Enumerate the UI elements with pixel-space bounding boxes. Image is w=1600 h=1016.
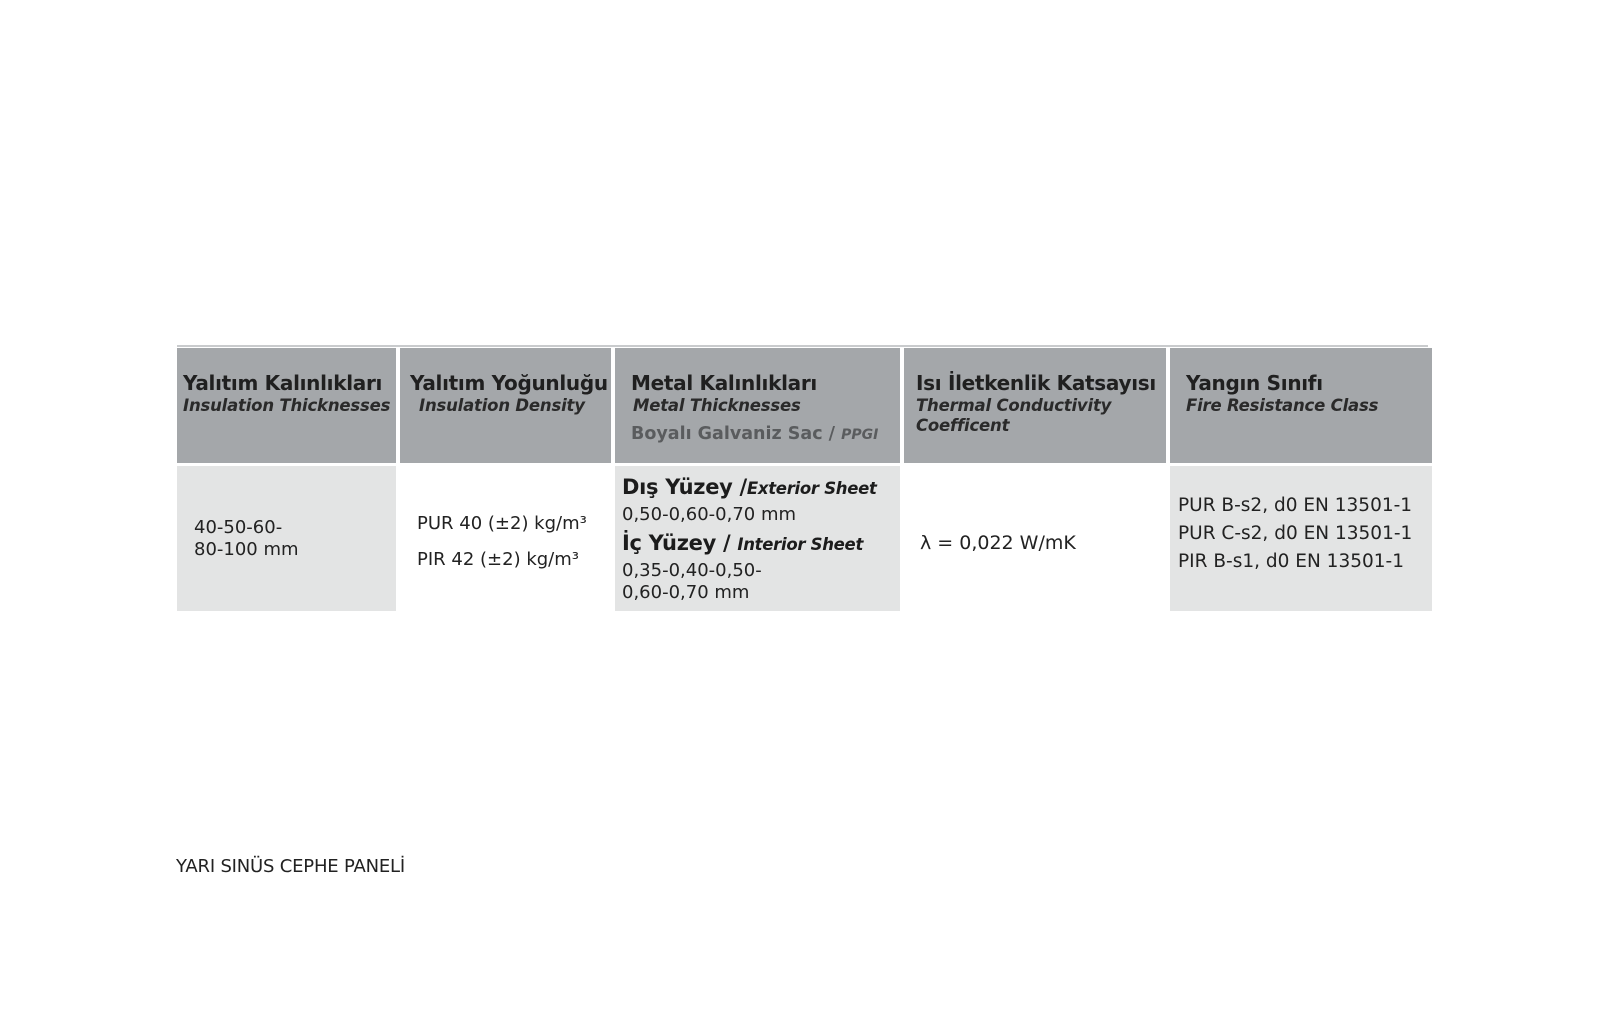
- cell-thermal-conductivity: [904, 466, 1166, 611]
- fire-class-line: PUR C-s2, d0 EN 13501-1: [1178, 523, 1413, 544]
- header-sub-label: [631, 423, 900, 446]
- cell-fire-class: [1170, 466, 1432, 611]
- header-insulation-thickness: [177, 348, 396, 463]
- cell-insulation-thickness: [177, 466, 396, 611]
- exterior-en: Exterior Sheet: [746, 479, 877, 498]
- header-sub-text: Boyalı Galvaniz Sac /: [631, 424, 836, 444]
- interior-en: Interior Sheet: [737, 535, 864, 554]
- spec-table: [177, 348, 1428, 611]
- header-fire-class: [1170, 348, 1432, 463]
- density-pur: PUR 40 (±2) kg/m³: [417, 513, 587, 534]
- fire-class-line: PUR B-s2, d0 EN 13501-1: [1178, 495, 1413, 516]
- interior-tr: İç Yüzey /: [622, 531, 731, 555]
- interior-values-1: 0,35-0,40-0,50-: [622, 560, 762, 581]
- thickness-line-2: 80-100 mm: [194, 539, 299, 560]
- header-en-label-2: Coefficent: [916, 416, 1010, 435]
- density-pir: PIR 42 (±2) kg/m³: [417, 549, 579, 570]
- header-sub-italic: PPGI: [841, 427, 879, 443]
- header-thermal-conductivity: [904, 348, 1166, 463]
- conductivity-value: λ = 0,022 W/mK: [920, 532, 1076, 554]
- exterior-tr: Dış Yüzey /: [622, 475, 747, 499]
- header-en-label: Insulation Density: [419, 396, 585, 415]
- exterior-sheet-label: [622, 474, 900, 502]
- header-en-label: Thermal Conductivity: [916, 396, 1112, 415]
- header-tr-label: Metal Kalınlıkları: [631, 371, 817, 395]
- cell-metal-thickness: [615, 466, 900, 611]
- header-en-label: Metal Thicknesses: [633, 396, 801, 415]
- interior-values-2: 0,60-0,70 mm: [622, 582, 750, 603]
- header-tr-label: Yangın Sınıfı: [1186, 371, 1323, 395]
- header-en-label: Fire Resistance Class: [1186, 396, 1379, 415]
- header-tr-label: Yalıtım Yoğunluğu: [410, 371, 608, 395]
- header-metal-thickness: [615, 348, 900, 463]
- cell-insulation-density: [400, 466, 611, 611]
- header-tr-label: Isı İletkenlik Katsayısı: [916, 371, 1156, 395]
- fire-class-line: PIR B-s1, d0 EN 13501-1: [1178, 551, 1404, 572]
- exterior-values: 0,50-0,60-0,70 mm: [622, 504, 797, 525]
- product-caption: YARI SINÜS CEPHE PANELİ: [176, 856, 405, 877]
- thickness-line-1: 40-50-60-: [194, 517, 283, 538]
- header-tr-label: Yalıtım Kalınlıkları: [183, 371, 383, 395]
- interior-sheet-label: [622, 530, 900, 558]
- header-en-label: Insulation Thicknesses: [183, 396, 391, 415]
- header-insulation-density: [400, 348, 611, 463]
